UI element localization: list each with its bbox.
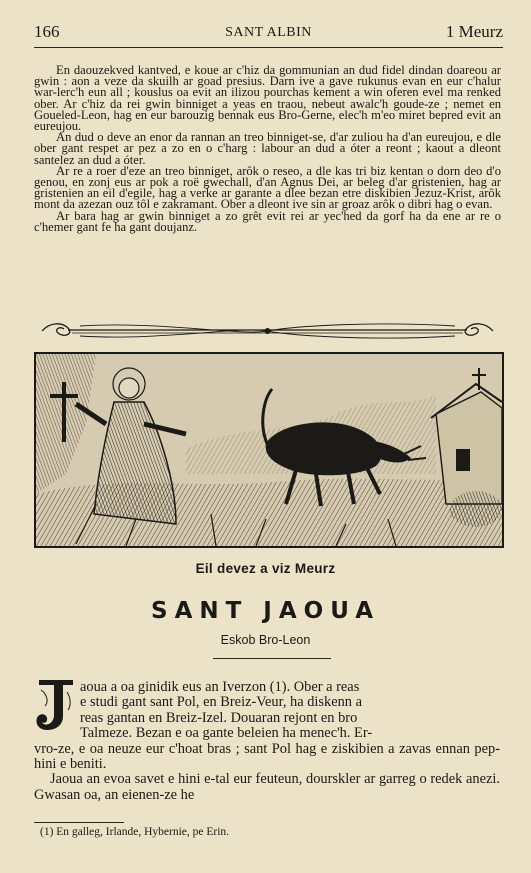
- footnote: (1) En galleg, Irlande, Hybernie, pe Erin.: [40, 826, 230, 838]
- ornamental-divider: [40, 320, 495, 342]
- footnote-rule: [34, 822, 124, 823]
- running-title: SANT ALBIN: [225, 25, 312, 40]
- intro-paragraph-2: An dud o deve an enor da rannan an treo binniget-se, d'ar zuliou ha d'an eureujou, e dle ober gant respet ar pez a zo en o c'harg : labour an dud a óter a reont ; kaout a dleont santelez an dud a óter.: [34, 130, 501, 167]
- saint-title: SANT JAOUA: [151, 598, 380, 624]
- intro-paragraph-4: Ar bara hag ar gwin binniget a zo grêt evit rei ar yec'hed da gorf ha da ene ar re o c'hemer gant fe ha gant doujanz.: [34, 208, 501, 234]
- main-paragraph-1: [34, 680, 500, 772]
- main-line-3: reas gantan en Breiz-Izel. Douaran rejont en bro: [80, 709, 358, 726]
- main-text: [34, 680, 500, 803]
- intro-text: [34, 65, 501, 233]
- illustration-caption: Eil devez a viz Meurz: [195, 561, 336, 576]
- title-rule: [213, 658, 331, 659]
- intro-paragraph-1: En daouzekved kantved, e koue ar c'hiz da gommunian an dud fidel dindan doareou ar gwin : aon a veze da skuilh ar goad presius. Darn ive a gave rukunus evan en eur c'halur war-lerc'h eun all ; kouslus oa evit an ilizou pourchas kement a win oferen evel ma renked ober. Ar c'hiz da rei gwin binniget a yeas en traou, nebeut awalc'h goude-ze ; nemet en Goueled-Leon, hag en eur barouzig bennak eus Bro-Gerne, elec'h m'eo miret bepred evit an eureujou.: [34, 63, 501, 134]
- page-number: 166: [34, 22, 60, 41]
- saint-albin-engraving: [34, 352, 504, 548]
- main-line-4: Talmeze. Bezan e oa gante beleien ha menec'h. Er-: [80, 725, 373, 742]
- header-date: 1 Meurz: [445, 22, 503, 41]
- main-line-2: e studi gant sant Pol, en Breiz-Veur, ha diskenn a: [80, 694, 362, 711]
- saint-subtitle: Eskob Bro-Leon: [220, 633, 311, 647]
- main-line-1: aoua a oa ginidik eus an Iverzon (1). Ober a reas: [80, 679, 360, 695]
- main-line-continuation: vro-ze, e oa neuze eur c'hoat bras ; sant Pol hag e ziskibien a zavas ennan pep-hini e beniti.: [34, 740, 500, 773]
- engraving-illustration: [36, 354, 502, 546]
- intro-paragraph-3: Ar re a roer d'eze an treo binniget, arôk o reseo, a dle kas tri biz kentan o dorn deo d'o genou, en zonj eus ar pok a roë gwechall, d'an Agnus Dei, ar beleg d'ar gristenien, hag ar gristenien an eil d'egile, hag a verke ar garante a dlee bezan etre diskibien Jezuz-Krist, arôk mont da azezan ouz tôl e zakramant. Ober a dleont ive sin ar groaz arôk o dibri hag o evan.: [34, 163, 501, 212]
- header-rule: [34, 47, 503, 48]
- running-header: [34, 22, 503, 48]
- main-paragraph-2: Jaoua an evoa savet e hini e-tal eur feuteun, dourskler ar garreg o redek anezi. Gwasan oa, an eienen-ze he: [34, 771, 500, 803]
